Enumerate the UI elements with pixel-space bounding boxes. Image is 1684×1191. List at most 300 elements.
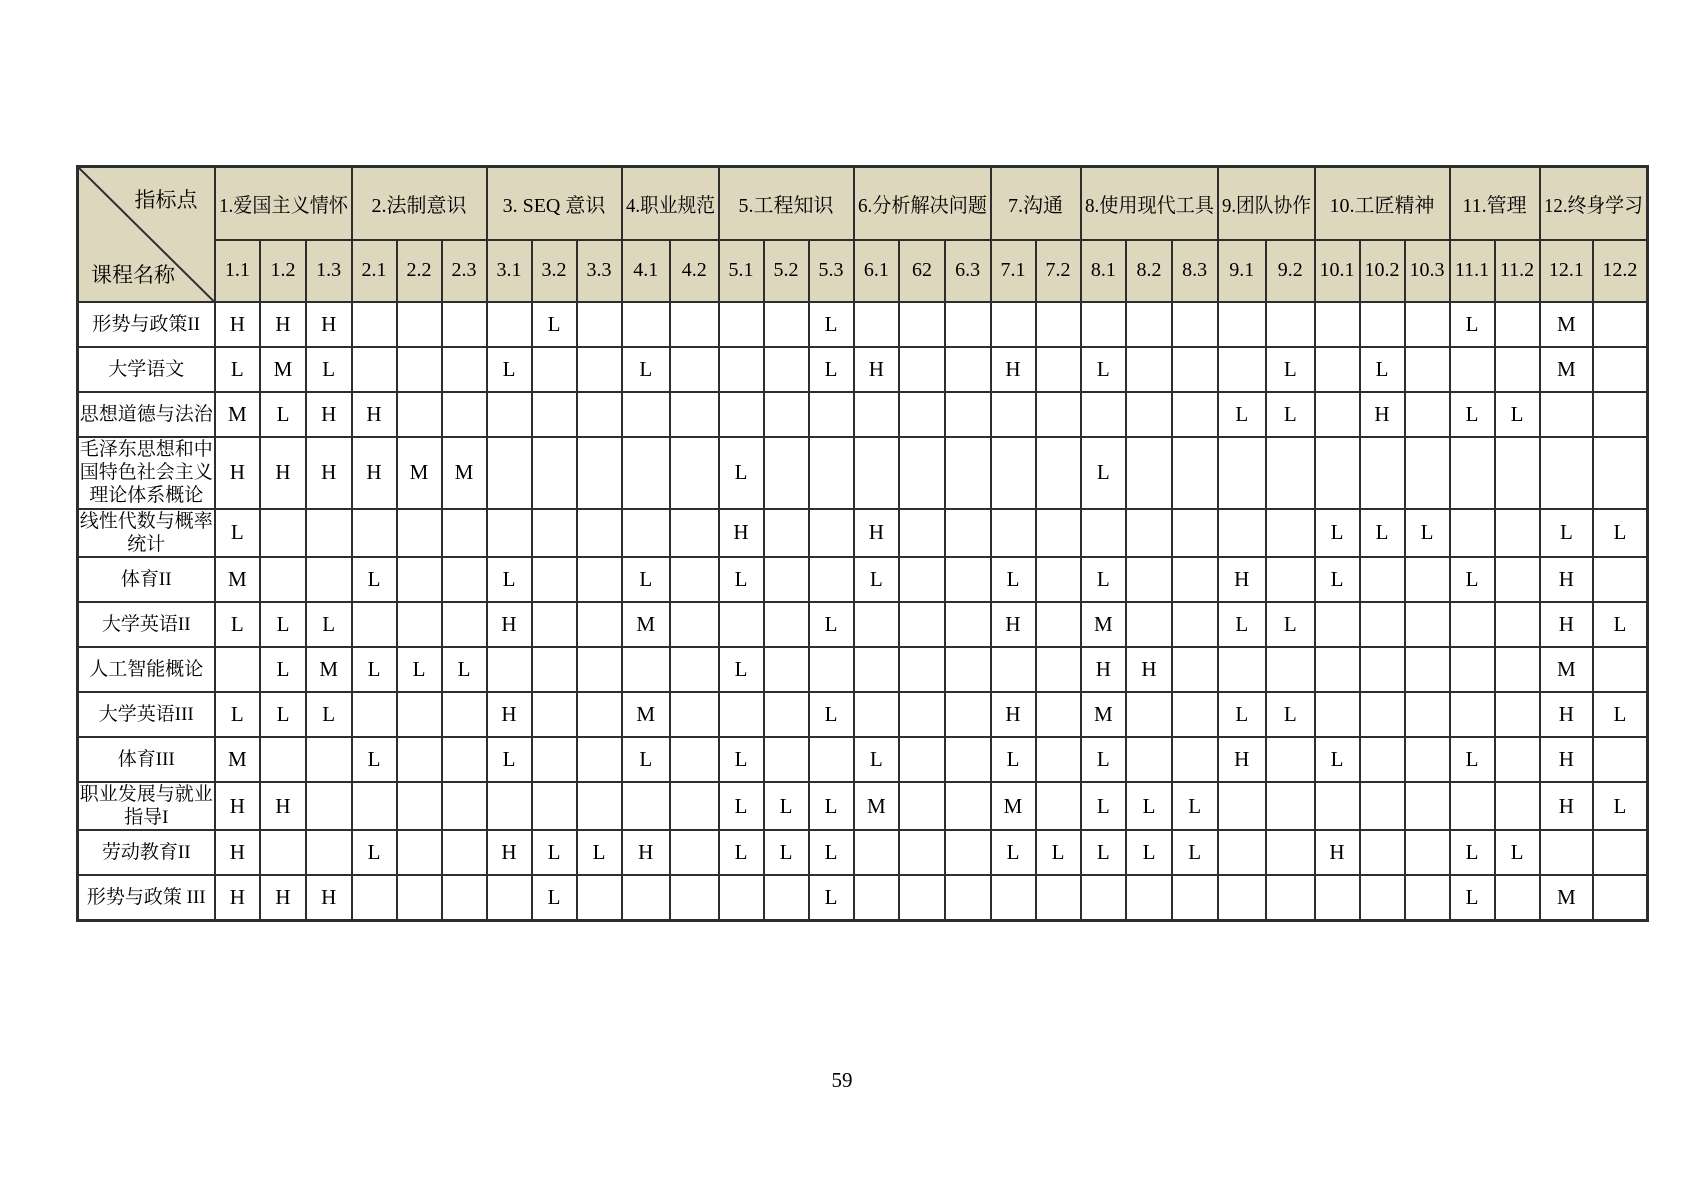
matrix-cell: L [1450, 875, 1495, 920]
matrix-cell [1172, 647, 1218, 692]
matrix-cell [1450, 437, 1495, 509]
matrix-cell [764, 437, 809, 509]
matrix-cell [1315, 875, 1360, 920]
matrix-cell [397, 347, 442, 392]
matrix-cell: L [1450, 830, 1495, 875]
matrix-cell [1218, 647, 1267, 692]
matrix-cell [854, 602, 900, 647]
matrix-cell: L [1172, 830, 1218, 875]
matrix-cell: H [306, 875, 352, 920]
course-row-6 [78, 557, 1648, 602]
matrix-cell: L [215, 509, 261, 557]
matrix-cell [1495, 602, 1540, 647]
subheader-cell-8.1: 8.1 [1081, 240, 1127, 302]
matrix-cell: M [442, 437, 487, 509]
matrix-cell: H [352, 437, 397, 509]
matrix-cell [670, 392, 719, 437]
matrix-cell: L [1540, 509, 1594, 557]
matrix-cell [1126, 392, 1172, 437]
subheader-cell-1.1: 1.1 [215, 240, 261, 302]
matrix-cell: L [1360, 509, 1405, 557]
matrix-cell [899, 737, 945, 782]
group-header-5: 5.工程知识 [719, 167, 854, 240]
matrix-cell [1405, 392, 1450, 437]
matrix-cell [670, 509, 719, 557]
matrix-cell [719, 602, 764, 647]
matrix-cell: L [1495, 830, 1540, 875]
matrix-cell [991, 875, 1036, 920]
matrix-cell [945, 830, 991, 875]
subheader-cell-7.2: 7.2 [1036, 240, 1081, 302]
matrix-cell [1495, 875, 1540, 920]
matrix-cell: H [215, 782, 261, 830]
matrix-cell [1593, 875, 1647, 920]
course-name-cell: 思想道德与法治 [78, 392, 215, 437]
matrix-cell: L [487, 347, 532, 392]
subheader-cell-8.2: 8.2 [1126, 240, 1172, 302]
matrix-cell [1495, 737, 1540, 782]
matrix-cell [352, 692, 397, 737]
subheader-cell-3.2: 3.2 [532, 240, 577, 302]
matrix-cell [1495, 302, 1540, 347]
matrix-cell: H [1360, 392, 1405, 437]
matrix-cell: L [991, 830, 1036, 875]
matrix-cell [945, 782, 991, 830]
matrix-cell [1036, 737, 1081, 782]
indicator-point-label: 指标点 [134, 188, 198, 212]
matrix-cell [260, 557, 306, 602]
matrix-cell [487, 437, 532, 509]
matrix-cell [1405, 347, 1450, 392]
course-name-cell: 职业发展与就业指导I [78, 782, 215, 830]
matrix-cell [764, 392, 809, 437]
matrix-cell [1036, 647, 1081, 692]
course-row-7 [78, 602, 1648, 647]
matrix-cell: L [352, 647, 397, 692]
course-row-10 [78, 737, 1648, 782]
matrix-cell [397, 737, 442, 782]
matrix-cell [1495, 557, 1540, 602]
matrix-cell [1266, 509, 1315, 557]
course-row-2 [78, 347, 1648, 392]
course-row-1 [78, 302, 1648, 347]
matrix-cell: L [1126, 782, 1172, 830]
group-header-10: 10.工匠精神 [1315, 167, 1450, 240]
course-name-label: 课程名称 [91, 263, 175, 287]
matrix-cell [1172, 302, 1218, 347]
matrix-cell: M [215, 392, 261, 437]
matrix-cell [719, 392, 764, 437]
matrix-cell [1218, 347, 1267, 392]
matrix-cell: M [1540, 875, 1594, 920]
matrix-cell [945, 737, 991, 782]
course-name-cell: 人工智能概论 [78, 647, 215, 692]
matrix-cell [442, 302, 487, 347]
matrix-cell [1360, 557, 1405, 602]
matrix-cell [945, 875, 991, 920]
matrix-cell [1218, 830, 1267, 875]
matrix-cell: L [1450, 557, 1495, 602]
matrix-cell [1593, 647, 1647, 692]
matrix-cell: L [1593, 782, 1647, 830]
matrix-cell [1495, 437, 1540, 509]
matrix-cell: H [306, 302, 352, 347]
matrix-cell [1218, 437, 1267, 509]
course-name-cell: 体育III [78, 737, 215, 782]
matrix-cell [1450, 509, 1495, 557]
matrix-cell: L [397, 647, 442, 692]
matrix-cell: M [1540, 647, 1594, 692]
matrix-cell [1172, 737, 1218, 782]
matrix-cell: H [1540, 602, 1594, 647]
matrix-cell: L [532, 875, 577, 920]
matrix-cell [899, 437, 945, 509]
matrix-cell [397, 782, 442, 830]
matrix-cell: L [215, 692, 261, 737]
matrix-cell [1126, 875, 1172, 920]
matrix-cell [1081, 302, 1127, 347]
matrix-cell: L [809, 830, 854, 875]
subheader-cell-10.1: 10.1 [1315, 240, 1360, 302]
matrix-cell [577, 692, 622, 737]
matrix-cell [1315, 392, 1360, 437]
matrix-cell [622, 782, 671, 830]
matrix-cell: H [991, 347, 1036, 392]
matrix-cell [577, 509, 622, 557]
matrix-cell [1405, 437, 1450, 509]
matrix-cell [1172, 692, 1218, 737]
matrix-cell: L [719, 830, 764, 875]
matrix-cell: L [260, 647, 306, 692]
matrix-cell: L [215, 347, 261, 392]
matrix-cell [1495, 692, 1540, 737]
matrix-cell [899, 602, 945, 647]
matrix-cell [945, 692, 991, 737]
matrix-cell [1172, 509, 1218, 557]
matrix-cell [1266, 302, 1315, 347]
matrix-cell [397, 302, 442, 347]
matrix-cell [306, 830, 352, 875]
matrix-cell: L [442, 647, 487, 692]
matrix-cell [532, 692, 577, 737]
matrix-cell [532, 737, 577, 782]
matrix-cell [1315, 782, 1360, 830]
matrix-cell [670, 437, 719, 509]
matrix-cell [1126, 437, 1172, 509]
matrix-cell: L [1593, 509, 1647, 557]
matrix-cell: L [1450, 737, 1495, 782]
group-header-2: 2.法制意识 [352, 167, 487, 240]
matrix-cell [397, 602, 442, 647]
matrix-cell [260, 509, 306, 557]
course-name-cell: 劳动教育II [78, 830, 215, 875]
matrix-cell [1405, 737, 1450, 782]
matrix-cell: L [1172, 782, 1218, 830]
matrix-cell [945, 557, 991, 602]
matrix-cell [1360, 692, 1405, 737]
matrix-cell [306, 782, 352, 830]
course-row-3 [78, 392, 1648, 437]
matrix-cell [899, 875, 945, 920]
matrix-cell [1172, 392, 1218, 437]
subheader-cell-9.1: 9.1 [1218, 240, 1267, 302]
matrix-cell [809, 392, 854, 437]
matrix-cell [1126, 557, 1172, 602]
subheader-cell-6.1: 6.1 [854, 240, 900, 302]
group-header-1: 1.爱国主义情怀 [215, 167, 352, 240]
course-row-5 [78, 509, 1648, 557]
matrix-cell [577, 347, 622, 392]
matrix-cell [442, 347, 487, 392]
matrix-cell: L [1450, 392, 1495, 437]
matrix-cell [532, 437, 577, 509]
matrix-cell: L [306, 347, 352, 392]
matrix-cell: L [991, 557, 1036, 602]
matrix-cell [1315, 647, 1360, 692]
matrix-cell [1360, 782, 1405, 830]
matrix-cell [899, 392, 945, 437]
matrix-cell [532, 347, 577, 392]
matrix-cell: H [1081, 647, 1127, 692]
matrix-cell [899, 347, 945, 392]
matrix-cell: L [1218, 692, 1267, 737]
subheader-cell-4.2: 4.2 [670, 240, 719, 302]
matrix-cell [670, 830, 719, 875]
matrix-cell [1126, 302, 1172, 347]
course-name-cell: 形势与政策II [78, 302, 215, 347]
matrix-cell [260, 830, 306, 875]
matrix-cell [487, 509, 532, 557]
matrix-cell [1266, 737, 1315, 782]
matrix-cell [1218, 875, 1267, 920]
matrix-cell [397, 692, 442, 737]
matrix-cell: L [809, 602, 854, 647]
course-row-12 [78, 830, 1648, 875]
course-row-13 [78, 875, 1648, 920]
matrix-cell: L [1266, 392, 1315, 437]
matrix-cell: L [352, 737, 397, 782]
matrix-cell [1593, 557, 1647, 602]
matrix-cell: H [1218, 737, 1267, 782]
matrix-cell [1593, 437, 1647, 509]
matrix-cell [670, 347, 719, 392]
matrix-cell [1450, 602, 1495, 647]
matrix-cell [1360, 737, 1405, 782]
matrix-cell [532, 509, 577, 557]
matrix-cell: M [622, 692, 671, 737]
matrix-cell: H [1540, 737, 1594, 782]
matrix-cell [215, 647, 261, 692]
matrix-cell [622, 302, 671, 347]
matrix-cell [532, 602, 577, 647]
matrix-cell: L [1315, 509, 1360, 557]
matrix-cell [1360, 302, 1405, 347]
matrix-cell [306, 509, 352, 557]
matrix-cell [764, 509, 809, 557]
matrix-cell: H [487, 692, 532, 737]
matrix-cell [1315, 302, 1360, 347]
matrix-cell [945, 392, 991, 437]
matrix-cell: L [1450, 302, 1495, 347]
course-name-cell: 大学英语II [78, 602, 215, 647]
course-indicator-matrix [76, 165, 1649, 922]
course-name-cell: 大学语文 [78, 347, 215, 392]
matrix-cell [809, 647, 854, 692]
matrix-cell [442, 602, 487, 647]
matrix-cell [854, 302, 900, 347]
matrix-cell: L [1266, 602, 1315, 647]
subheader-cell-9.2: 9.2 [1266, 240, 1315, 302]
matrix-cell [442, 875, 487, 920]
matrix-cell [352, 602, 397, 647]
matrix-cell [899, 647, 945, 692]
matrix-cell: H [215, 302, 261, 347]
course-row-11 [78, 782, 1648, 830]
matrix-cell: L [719, 737, 764, 782]
matrix-cell [352, 347, 397, 392]
matrix-cell [1540, 392, 1594, 437]
matrix-cell: H [1540, 692, 1594, 737]
course-name-cell: 大学英语III [78, 692, 215, 737]
matrix-cell [1172, 602, 1218, 647]
matrix-cell [854, 392, 900, 437]
matrix-cell: H [854, 509, 900, 557]
subheader-cell-5.1: 5.1 [719, 240, 764, 302]
matrix-cell [809, 737, 854, 782]
matrix-cell [397, 830, 442, 875]
matrix-cell: L [487, 557, 532, 602]
matrix-cell: M [215, 557, 261, 602]
matrix-cell: L [1218, 602, 1267, 647]
matrix-cell: H [1540, 782, 1594, 830]
matrix-cell [1540, 830, 1594, 875]
matrix-cell [670, 737, 719, 782]
matrix-cell [1360, 875, 1405, 920]
matrix-cell: L [809, 782, 854, 830]
matrix-cell [487, 875, 532, 920]
matrix-cell [899, 692, 945, 737]
matrix-cell [719, 692, 764, 737]
matrix-cell [1315, 692, 1360, 737]
matrix-cell [1315, 437, 1360, 509]
matrix-cell [442, 830, 487, 875]
matrix-cell [532, 557, 577, 602]
matrix-cell [1405, 302, 1450, 347]
matrix-cell: L [260, 392, 306, 437]
matrix-cell [1450, 692, 1495, 737]
matrix-cell [397, 392, 442, 437]
matrix-cell: H [1315, 830, 1360, 875]
matrix-cell [719, 875, 764, 920]
page-number: 59 [831, 1068, 853, 1092]
matrix-cell [622, 647, 671, 692]
matrix-cell [1172, 437, 1218, 509]
matrix-cell: L [1126, 830, 1172, 875]
matrix-cell [532, 392, 577, 437]
group-header-11: 11.管理 [1450, 167, 1540, 240]
subheader-cell-62: 62 [899, 240, 945, 302]
matrix-cell [352, 302, 397, 347]
matrix-cell: L [532, 830, 577, 875]
matrix-cell: L [306, 602, 352, 647]
matrix-cell [1266, 647, 1315, 692]
matrix-cell: L [854, 737, 900, 782]
matrix-cell: H [1540, 557, 1594, 602]
matrix-cell [670, 602, 719, 647]
matrix-cell [1315, 347, 1360, 392]
matrix-cell [1126, 737, 1172, 782]
matrix-cell: M [1081, 692, 1127, 737]
matrix-cell [1126, 602, 1172, 647]
matrix-cell: L [809, 347, 854, 392]
course-name-cell: 线性代数与概率统计 [78, 509, 215, 557]
matrix-cell: M [1540, 302, 1594, 347]
matrix-cell [1360, 830, 1405, 875]
matrix-cell [577, 392, 622, 437]
matrix-cell: L [1081, 347, 1127, 392]
matrix-cell [260, 737, 306, 782]
matrix-cell: L [622, 557, 671, 602]
matrix-cell [352, 509, 397, 557]
subheader-cell-10.3: 10.3 [1405, 240, 1450, 302]
corner-cell [78, 167, 215, 303]
matrix-cell [1593, 347, 1647, 392]
matrix-cell: H [215, 437, 261, 509]
matrix-cell: H [260, 437, 306, 509]
matrix-cell [809, 509, 854, 557]
matrix-cell [1036, 602, 1081, 647]
matrix-cell: L [764, 830, 809, 875]
matrix-cell: L [1081, 830, 1127, 875]
course-name-cell: 体育II [78, 557, 215, 602]
matrix-cell [577, 437, 622, 509]
matrix-cell [764, 602, 809, 647]
matrix-cell [1036, 692, 1081, 737]
matrix-cell: M [1540, 347, 1594, 392]
matrix-cell: L [532, 302, 577, 347]
matrix-cell: L [215, 602, 261, 647]
matrix-cell: M [854, 782, 900, 830]
matrix-cell [764, 557, 809, 602]
matrix-cell [899, 557, 945, 602]
matrix-cell [899, 782, 945, 830]
matrix-cell [1266, 875, 1315, 920]
matrix-cell: H [215, 875, 261, 920]
matrix-cell [577, 557, 622, 602]
subheader-cell-12.2: 12.2 [1593, 240, 1647, 302]
matrix-cell [764, 302, 809, 347]
subheader-cell-8.3: 8.3 [1172, 240, 1218, 302]
matrix-cell: H [306, 437, 352, 509]
matrix-cell: L [487, 737, 532, 782]
matrix-cell [442, 557, 487, 602]
matrix-cell [352, 782, 397, 830]
matrix-cell [1405, 602, 1450, 647]
matrix-cell: H [215, 830, 261, 875]
matrix-cell [1172, 557, 1218, 602]
matrix-cell: L [719, 782, 764, 830]
matrix-cell [487, 647, 532, 692]
matrix-cell [622, 437, 671, 509]
matrix-cell [991, 302, 1036, 347]
matrix-cell [487, 782, 532, 830]
matrix-cell: L [1218, 392, 1267, 437]
matrix-cell [1036, 875, 1081, 920]
matrix-cell [719, 302, 764, 347]
matrix-cell: L [1593, 602, 1647, 647]
subheader-cell-12.1: 12.1 [1540, 240, 1594, 302]
matrix-cell [577, 875, 622, 920]
